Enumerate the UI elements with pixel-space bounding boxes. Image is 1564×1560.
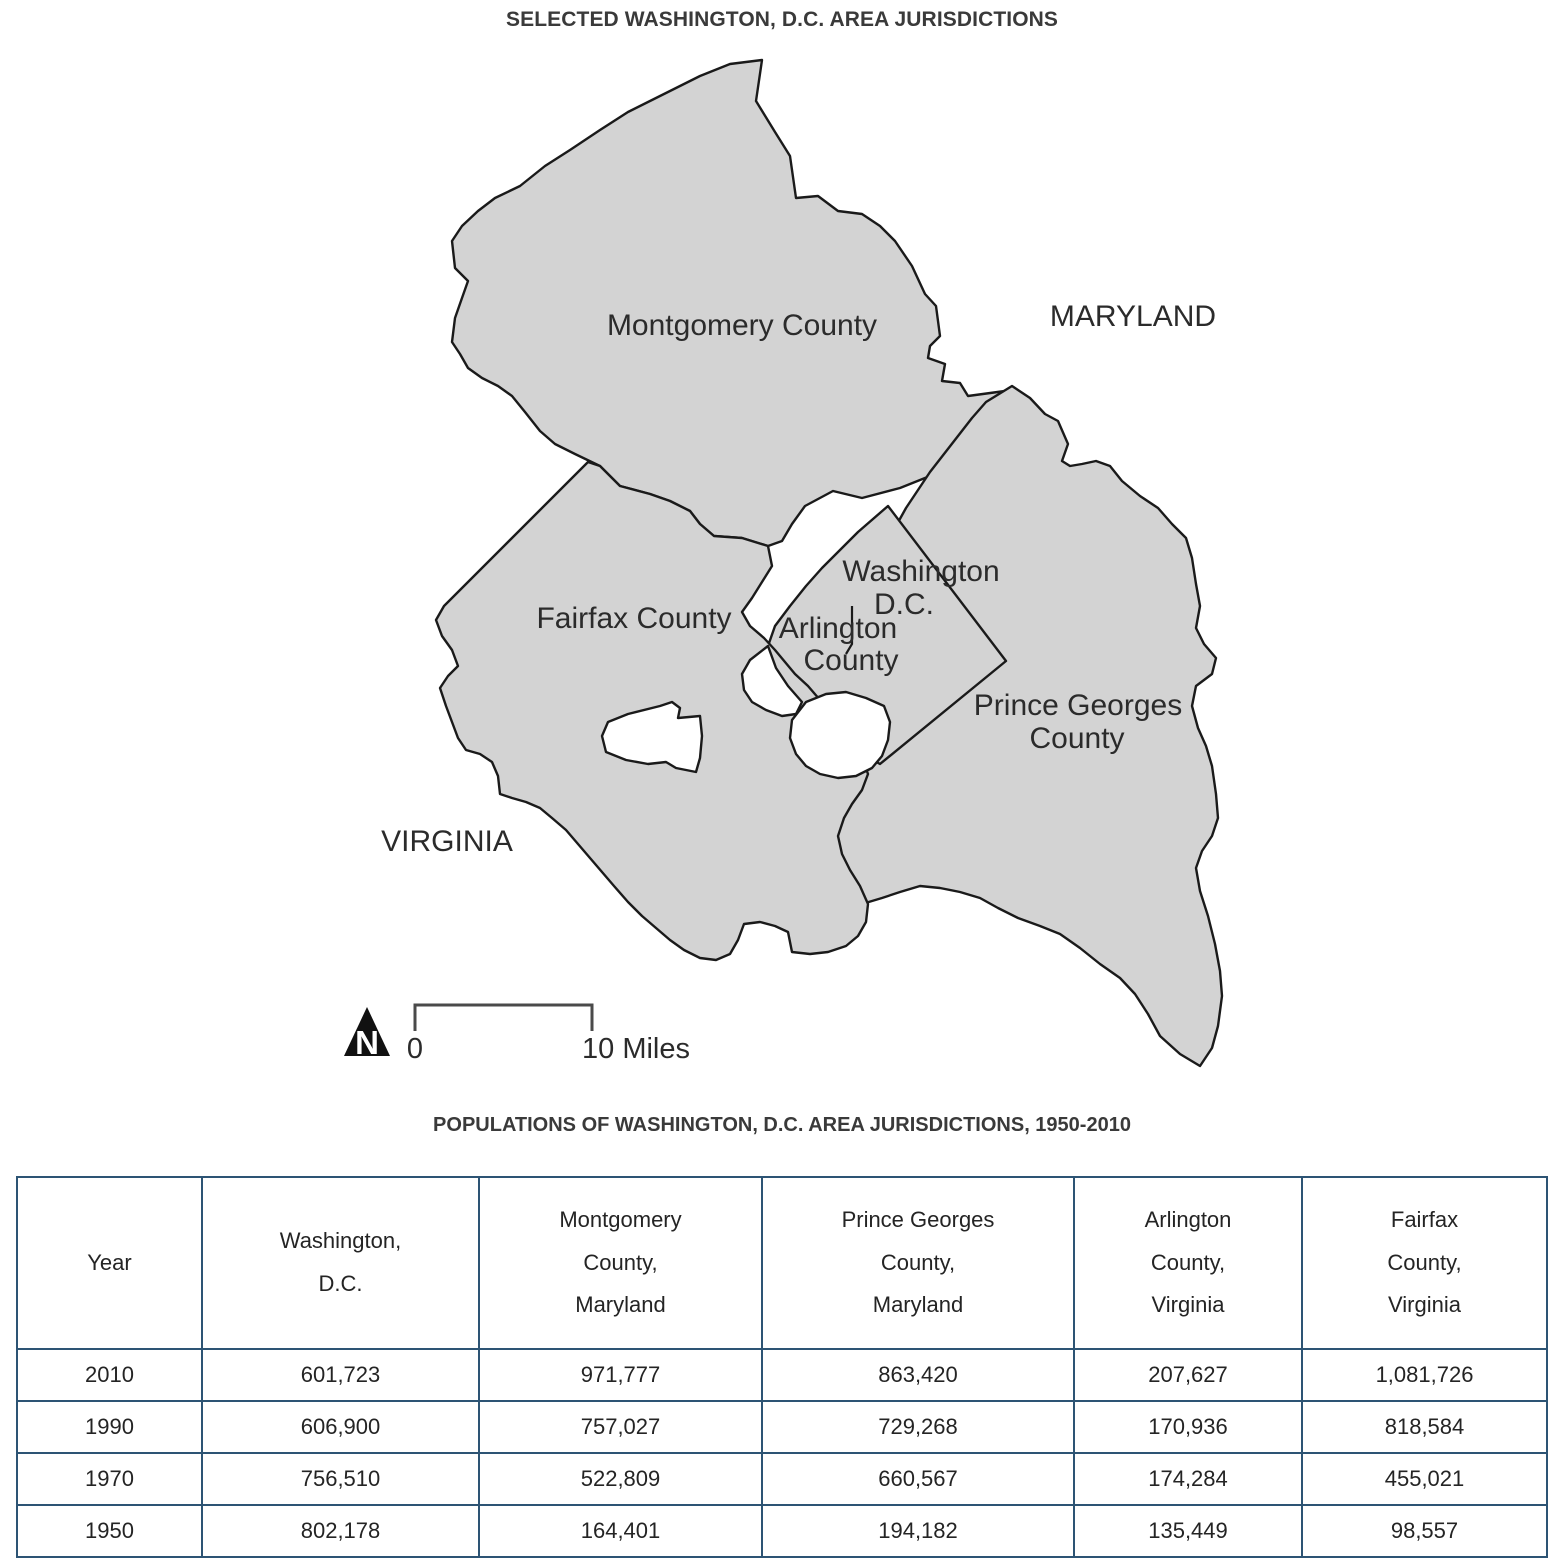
cell-year: 1990 — [17, 1401, 202, 1453]
table-header-arlington-county — [1074, 1177, 1302, 1349]
table-header-montgomery-county — [479, 1177, 762, 1349]
cell-montgomery: 757,027 — [479, 1401, 762, 1453]
table-row — [17, 1401, 1547, 1453]
population-table — [16, 1176, 1548, 1558]
cell-montgomery: 164,401 — [479, 1505, 762, 1557]
map-label-prince-georges-line1: Prince Georges — [973, 689, 1183, 722]
cell-prince-georges: 729,268 — [762, 1401, 1074, 1453]
cell-fairfax: 98,557 — [1302, 1505, 1547, 1557]
table-header-washington-dc — [202, 1177, 479, 1349]
cell-fairfax: 1,081,726 — [1302, 1349, 1547, 1401]
cell-washington-dc: 802,178 — [202, 1505, 479, 1557]
header-line: Prince Georges — [841, 1206, 995, 1232]
cell-prince-georges: 194,182 — [762, 1505, 1074, 1557]
header-line: County, — [880, 1249, 956, 1275]
map-label-virginia: VIRGINIA — [381, 825, 513, 858]
cell-prince-georges: 660,567 — [762, 1453, 1074, 1505]
scale-bar-min-label: 0 — [406, 1033, 424, 1065]
cell-year: 2010 — [17, 1349, 202, 1401]
alexandria-enclave-shape — [790, 692, 890, 778]
table-header-year — [17, 1177, 202, 1349]
cell-arlington: 170,936 — [1074, 1401, 1302, 1453]
header-line: County, — [583, 1249, 658, 1275]
header-line: Virginia — [1388, 1292, 1461, 1318]
header-line: Maryland — [872, 1292, 964, 1318]
cell-fairfax: 455,021 — [1302, 1453, 1547, 1505]
map-label-montgomery-county: Montgomery County — [606, 309, 878, 342]
population-table-wrapper — [16, 1176, 1546, 1558]
cell-arlington: 174,284 — [1074, 1453, 1302, 1505]
map-label-fairfax-county: Fairfax County — [536, 602, 732, 635]
map-label-maryland: MARYLAND — [1049, 300, 1217, 333]
header-line: Maryland — [575, 1292, 666, 1318]
cell-montgomery: 971,777 — [479, 1349, 762, 1401]
map-label-prince-georges-line2: County — [1029, 722, 1125, 755]
table-row — [17, 1505, 1547, 1557]
header-line: Montgomery — [559, 1206, 682, 1232]
header-line: County, — [1150, 1249, 1226, 1275]
table-header-prince-georges-county — [762, 1177, 1074, 1349]
cell-washington-dc: 606,900 — [202, 1401, 479, 1453]
table-body — [17, 1349, 1547, 1557]
table-row — [17, 1453, 1547, 1505]
map-label-washington-dc-line1: Washington — [842, 555, 1000, 588]
map-figure — [0, 46, 1564, 1086]
map-title: SELECTED WASHINGTON, D.C. AREA JURISDICTIONS — [506, 8, 1058, 31]
cell-year: 1950 — [17, 1505, 202, 1557]
header-line: County, — [1387, 1249, 1462, 1275]
cell-fairfax: 818,584 — [1302, 1401, 1547, 1453]
header-line: Fairfax — [1390, 1206, 1459, 1232]
cell-montgomery: 522,809 — [479, 1453, 762, 1505]
jurisdictions-map-svg — [0, 46, 1564, 1086]
map-label-washington-dc-line2: D.C. — [874, 588, 934, 621]
table-title: POPULATIONS OF WASHINGTON, D.C. AREA JURISDICTIONS, 1950-2010 — [433, 1114, 1131, 1136]
cell-arlington: 207,627 — [1074, 1349, 1302, 1401]
cell-washington-dc: 601,723 — [202, 1349, 479, 1401]
cell-year: 1970 — [17, 1453, 202, 1505]
cell-washington-dc: 756,510 — [202, 1453, 479, 1505]
cell-arlington: 135,449 — [1074, 1505, 1302, 1557]
cell-prince-georges: 863,420 — [762, 1349, 1074, 1401]
map-label-arlington-county-line1: Arlington — [778, 612, 898, 645]
header-line: Virginia — [1151, 1292, 1225, 1318]
header-line: Year — [87, 1249, 132, 1275]
map-label-arlington-county-line2: County — [803, 644, 899, 677]
north-arrow-letter: N — [355, 1024, 379, 1061]
map-scale-bar — [344, 1005, 690, 1065]
scale-bar-max-label: 10 Miles — [582, 1033, 690, 1065]
table-head — [17, 1177, 1547, 1349]
header-line: D.C. — [318, 1271, 363, 1296]
header-line: Washington, — [279, 1228, 402, 1254]
scale-bar-bracket — [415, 1005, 592, 1031]
header-line: Arlington — [1144, 1206, 1232, 1232]
table-header-row — [17, 1177, 1547, 1349]
table-header-fairfax-county — [1302, 1177, 1547, 1349]
table-row — [17, 1349, 1547, 1401]
